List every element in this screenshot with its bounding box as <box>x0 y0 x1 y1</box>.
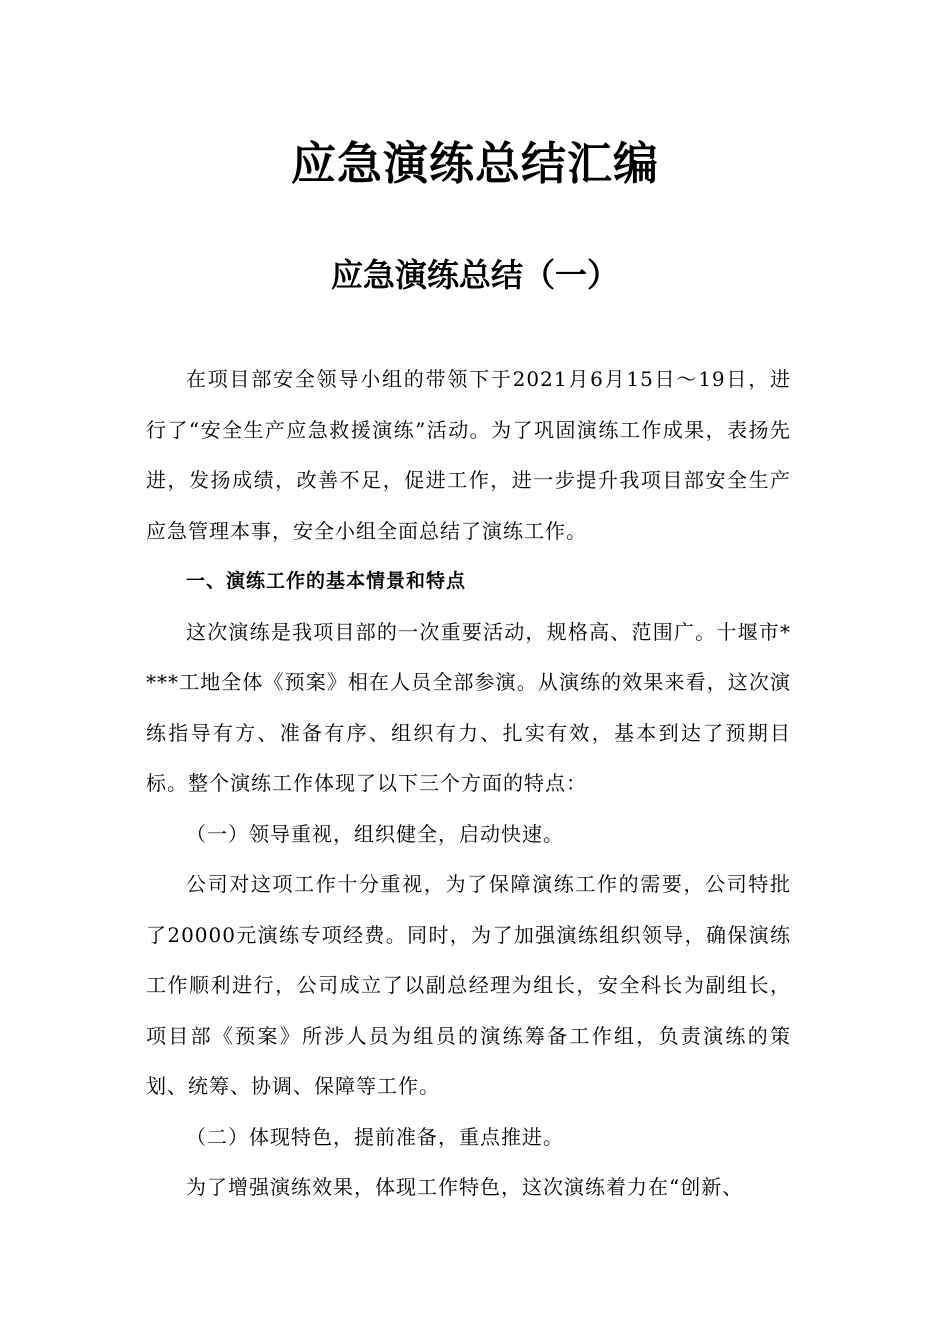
sub-heading: （二）体现特色，提前准备，重点推进。 <box>186 1124 564 1149</box>
main-title: 应急演练总结汇编 <box>290 137 659 190</box>
body-text <box>146 354 791 1213</box>
section-heading: 一、演练工作的基本情景和特点 <box>186 570 467 592</box>
paragraph: 公司对这项工作十分重视，为了保障演练工作的需要，公司特批了20000元演练专项经费。同时，为了加强演练组织领导，确保演练工作顺利进行，公司成立了以副总经理为组长，安全科长为副组长，项目部《预案》所涉人员为组员的演练筹备工作组，负责演练的策划、统筹、协调、保障等工作。 <box>146 872 791 1098</box>
sub-heading: （一）领导重视，组织健全，启动快速。 <box>186 821 564 846</box>
sub-title: 应急演练总结（一） <box>330 256 619 294</box>
paragraph: 这次演练是我项目部的一次重要活动，规格高、范围广。十堰市****工地全体《预案》相在人员全部参演。从演练的效果来看，这次演练指导有方、准备有序、组织有力、扎实有效，基本到达了预期目标。整个演练工作体现了以下三个方面的特点： <box>146 619 791 795</box>
paragraph-intro: 在项目部安全领导小组的带领下于2021月6月15日～19日，进行了“安全生产应急救援演练”活动。为了巩固演练工作成果，表扬先进，发扬成绩，改善不足，促进工作，进一步提升我项目部安全生产应急管理本事，安全小组全面总结了演练工作。 <box>146 367 791 543</box>
paragraph: 为了增强演练效果，体现工作特色，这次演练着力在“创新、 <box>186 1175 744 1199</box>
